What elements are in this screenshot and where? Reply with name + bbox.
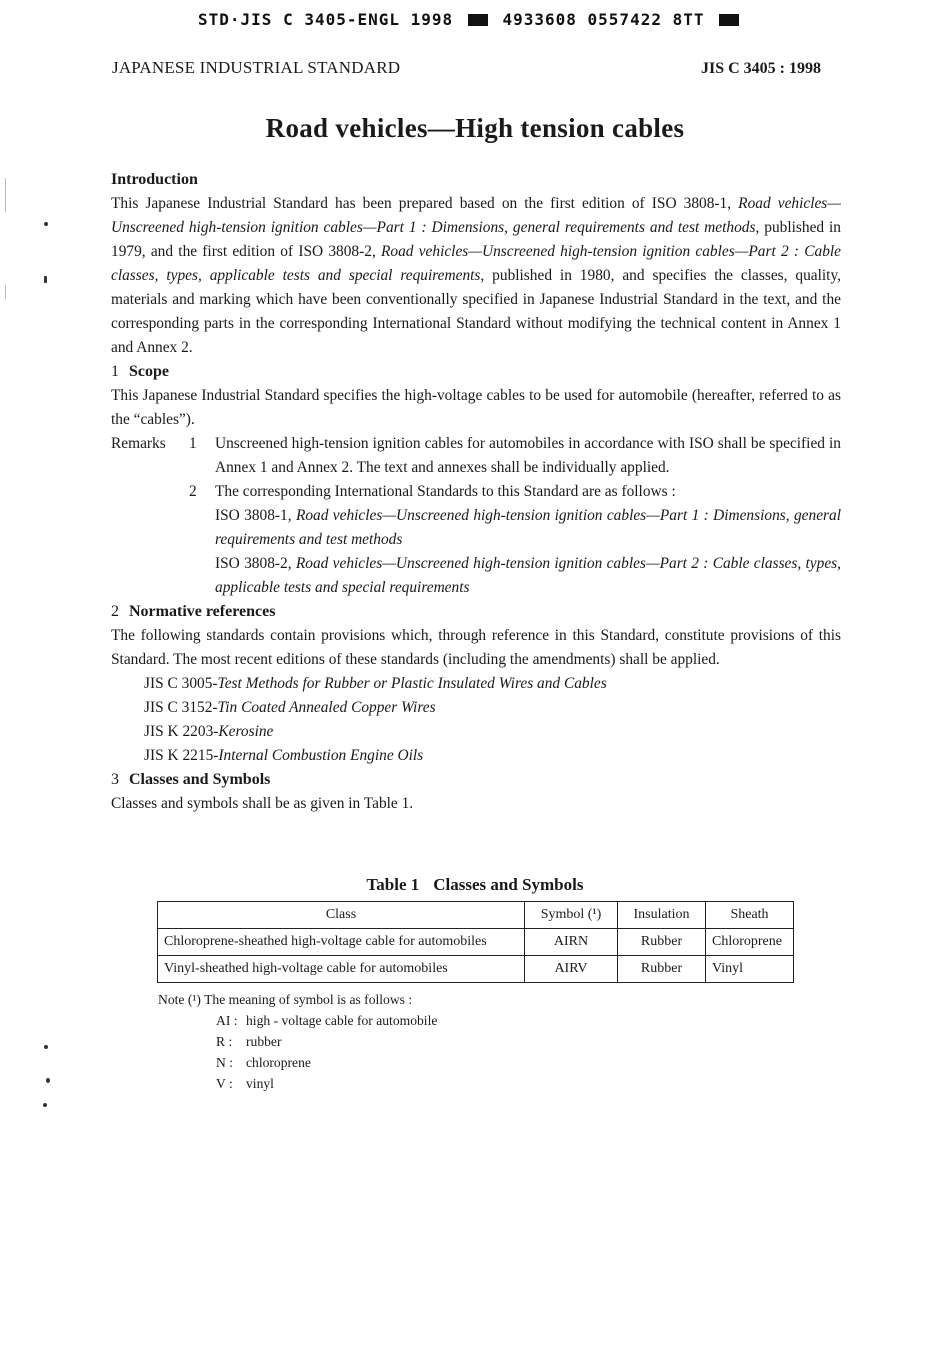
note-label: Note (¹) The meaning of symbol is as follows :: [158, 992, 413, 1007]
iso-title-italic: Road vehicles—Unscreened high-tension ignition cables—Part 2 : Cable classes, types, applicable tests and special requirements: [215, 555, 841, 596]
scan-speck: [44, 1045, 48, 1049]
classes-heading: [111, 768, 841, 792]
table-cell: Rubber: [618, 929, 706, 956]
reference-item: [144, 720, 841, 744]
note-item: [158, 1010, 437, 1031]
table-cell: Vinyl: [706, 956, 794, 983]
normative-references-paragraph: The following standards contain provisions which, through reference in this Standard, constitute provisions of this Standard. The most recent editions of these standards (including the amendments) shall be applied.: [111, 627, 841, 668]
symbol-meaning: chloroprene: [246, 1055, 311, 1070]
table-caption: [0, 875, 950, 895]
header-cell: Class: [158, 902, 525, 929]
reference-item: [144, 744, 841, 768]
catalog-code: 4933608 0557422 8TT: [502, 10, 705, 29]
normative-references-heading: [111, 600, 841, 624]
header-cell: Insulation: [618, 902, 706, 929]
remark-2: [111, 480, 841, 600]
reference-code: JIS K 2215-: [144, 747, 219, 764]
note-item: [158, 1073, 437, 1094]
iso-number: ISO 3808-1,: [215, 507, 296, 524]
table-cell: Chloroprene-sheathed high-voltage cable for automobiles: [158, 929, 525, 956]
classes-paragraph: Classes and symbols shall be as given in Table 1.: [111, 795, 414, 812]
heading-text: Introduction: [111, 171, 198, 188]
reference-code: JIS C 3005-: [144, 675, 218, 692]
remark-1: [111, 432, 841, 480]
scope-heading: [111, 360, 841, 384]
introduction-heading: [111, 168, 841, 192]
symbol-meaning: high - voltage cable for automobile: [246, 1013, 438, 1028]
table-cell: AIRV: [525, 956, 618, 983]
table-cell: AIRN: [525, 929, 618, 956]
heading-text: Classes and Symbols: [129, 771, 271, 788]
remarks-label: Remarks: [111, 435, 166, 452]
organization-name: JAPANESE INDUSTRIAL STANDARD: [112, 58, 401, 77]
remark-body: [215, 480, 841, 600]
symbol-key: R :: [216, 1034, 233, 1049]
iso-title-italic: Road vehicles—Unscreened high-tension ignition cables—Part 1 : Dimensions, general requirements and test methods: [111, 195, 841, 236]
introduction-paragraph: [111, 192, 841, 360]
scan-speck: [46, 1078, 50, 1083]
note-item: [158, 1052, 437, 1073]
reference-code: JIS K 2203-: [144, 723, 219, 740]
scan-speck: [43, 1103, 47, 1107]
iso-title-italic: Road vehicles—Unscreened high-tension ignition cables—Part 2 : Cable classes, types, applicable tests and special requirements: [111, 243, 841, 284]
table-note: [158, 989, 437, 1094]
classes-table: [157, 901, 794, 983]
reference-item: [144, 672, 841, 696]
symbol-key: AI :: [216, 1013, 238, 1028]
barcode-block-icon: [719, 14, 739, 26]
page-title: Road vehicles—High tension cables: [265, 113, 685, 143]
spacer: [111, 480, 189, 600]
reference-code: JIS C 3152-: [144, 699, 218, 716]
table-cell: Rubber: [618, 956, 706, 983]
standard-number: JIS C 3405 : 1998: [701, 60, 822, 77]
heading-text: Normative references: [129, 603, 276, 620]
reference-title: Kerosine: [218, 723, 274, 740]
table-title: Classes and Symbols: [433, 875, 584, 894]
scope-paragraph: This Japanese Industrial Standard specifies the high-voltage cables to be used for automobile (hereafter, referred to as the “cables”).: [111, 387, 841, 428]
header-cell: Symbol (¹): [525, 902, 618, 929]
remark-number: 2: [189, 483, 197, 500]
section-number: 3: [111, 771, 119, 788]
symbol-key: N :: [216, 1055, 233, 1070]
reference-title: Test Methods for Rubber or Plastic Insulated Wires and Cables: [217, 675, 607, 692]
scan-artifact: [5, 178, 6, 212]
scan-speck: [44, 222, 48, 226]
section-number: 2: [111, 603, 119, 620]
standard-id: STD·JIS C 3405-ENGL 1998: [198, 10, 454, 29]
document-code-line: [198, 10, 798, 29]
symbol-meaning: vinyl: [246, 1076, 274, 1091]
symbol-key: V :: [216, 1076, 233, 1091]
text-run: , published in 1980, and specifies the classes, quality, materials and marking which have been conventionally specified in Japanese Industrial Standard in the text, and the corresponding parts in the corresponding International Standard without modifying the technical content in Annex 1 and Annex 2.: [111, 267, 841, 356]
iso-number: ISO 3808-2,: [215, 555, 296, 572]
header-cell: Sheath: [706, 902, 794, 929]
text-run: , published in 1979, and the first edition of ISO 3808-2,: [111, 219, 841, 260]
remark-text: The corresponding International Standards to this Standard are as follows :: [215, 483, 676, 500]
scan-speck: [44, 276, 47, 283]
remark-text: Unscreened high-tension ignition cables for automobiles in accordance with ISO shall be specified in Annex 1 and Annex 2. The text and annexes shall be individually applied.: [215, 435, 841, 476]
barcode-block-icon: [468, 14, 488, 26]
table-cell: Vinyl-sheathed high-voltage cable for automobiles: [158, 956, 525, 983]
heading-text: Scope: [129, 363, 169, 380]
reference-title: Tin Coated Annealed Copper Wires: [217, 699, 436, 716]
scan-artifact: [5, 285, 6, 299]
text-run: This Japanese Industrial Standard has been prepared based on the first edition of ISO 3808-1,: [111, 195, 739, 212]
table-cell: Chloroprene: [706, 929, 794, 956]
reference-item: [144, 696, 841, 720]
section-number: 1: [111, 363, 119, 380]
table-row: [158, 956, 794, 983]
symbol-meaning: rubber: [246, 1034, 282, 1049]
note-item: [158, 1031, 437, 1052]
iso-title-italic: Road vehicles—Unscreened high-tension ignition cables—Part 1 : Dimensions, general requirements and test methods: [215, 507, 841, 548]
document-body: [111, 168, 841, 816]
table-row: [158, 929, 794, 956]
reference-title: Internal Combustion Engine Oils: [218, 747, 424, 764]
remark-number: 1: [189, 435, 197, 452]
table-number: Table 1: [366, 875, 420, 894]
table-header-row: [158, 902, 794, 929]
